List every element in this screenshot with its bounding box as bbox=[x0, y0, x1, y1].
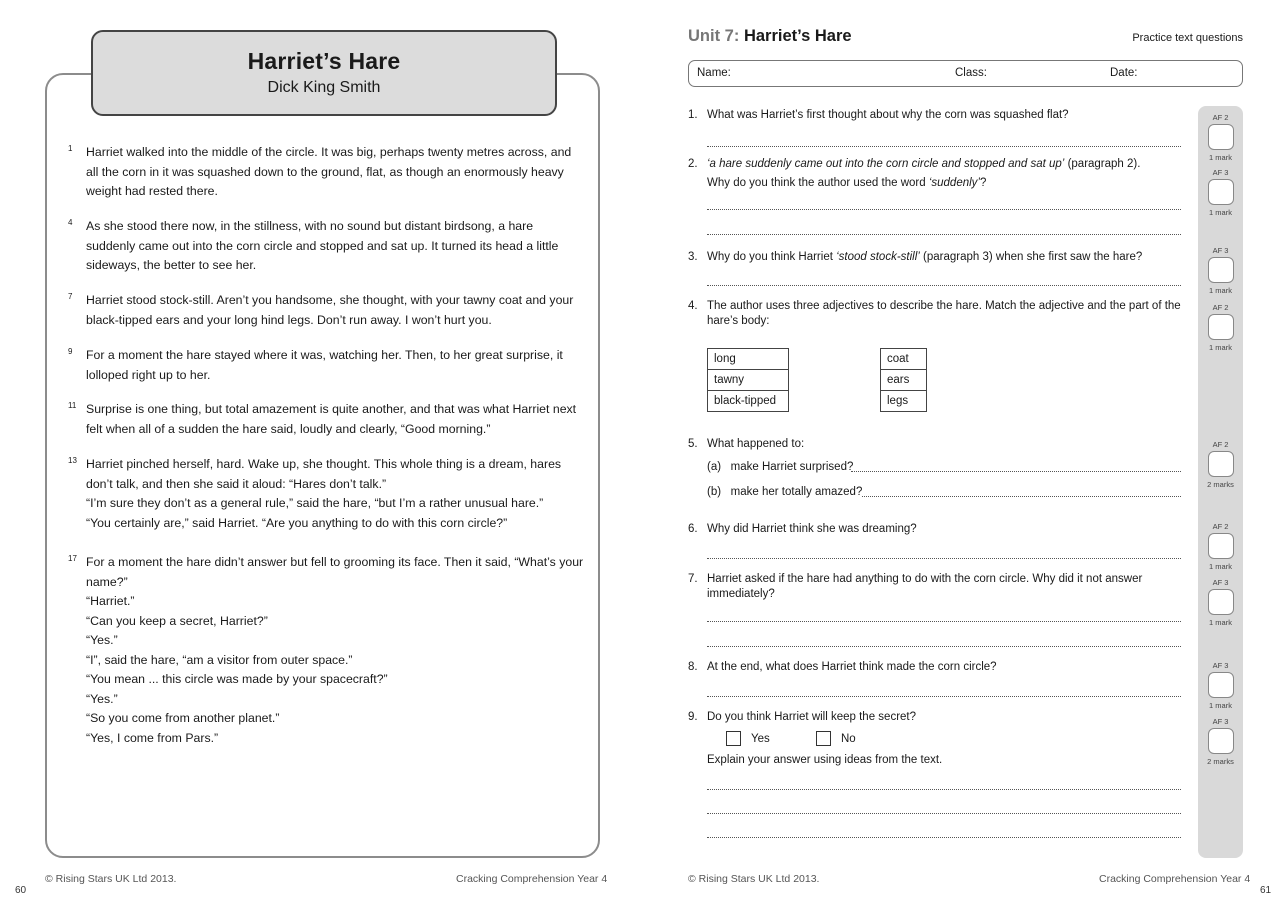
question-number: 6. bbox=[688, 523, 698, 535]
question-text-line: Harriet asked if the hare had anything to do with the corn circle. Why did it not answer bbox=[707, 573, 1143, 585]
question-text-line: hare’s body: bbox=[707, 315, 770, 327]
story-author: Dick King Smith bbox=[267, 79, 381, 96]
paragraph-line: don’t talk, and then she said it aloud: “Hares don’t talk.” bbox=[86, 476, 387, 491]
adjective-table bbox=[707, 348, 789, 412]
paragraph-line-number: 17 bbox=[68, 554, 77, 563]
question-number: 3. bbox=[688, 251, 698, 263]
question-2 bbox=[688, 157, 1188, 191]
answer-line[interactable] bbox=[707, 234, 1181, 235]
af-label: AF 3 bbox=[1212, 578, 1229, 587]
mark-box[interactable] bbox=[1208, 179, 1234, 205]
paragraph-line: sideways, the better to see her. bbox=[86, 258, 257, 272]
practice-label: Practice text questions bbox=[1132, 32, 1243, 44]
paragraph-line-number: 4 bbox=[68, 218, 73, 227]
paragraph-line-number: 11 bbox=[68, 401, 77, 410]
marks-label: 1 mark bbox=[1209, 618, 1232, 627]
story-paragraph bbox=[68, 400, 588, 439]
paragraph-line-number: 1 bbox=[68, 144, 73, 153]
assessment-focus bbox=[1198, 168, 1243, 217]
adjective-cell[interactable]: tawny bbox=[708, 370, 789, 391]
question-text-line: immediately? bbox=[707, 588, 775, 600]
mark-box[interactable] bbox=[1208, 672, 1234, 698]
body-part-table bbox=[880, 348, 927, 412]
paragraph-line: “Yes.” bbox=[86, 633, 118, 647]
adjective-cell[interactable]: black-tipped bbox=[708, 391, 789, 412]
answer-line[interactable] bbox=[707, 837, 1181, 838]
answer-line[interactable] bbox=[707, 285, 1181, 286]
question-text bbox=[707, 157, 1188, 191]
name-field[interactable]: Name: bbox=[697, 67, 731, 79]
paragraph-line: “Yes.” bbox=[86, 691, 118, 706]
question-text: What was Harriet’s first thought about why the corn was squashed flat? bbox=[707, 109, 1069, 121]
marks-label: 2 marks bbox=[1207, 757, 1234, 766]
paragraph-line: black-tipped ears and your long hind legs. Don’t run away. I won’t hurt you. bbox=[86, 312, 492, 327]
answer-line[interactable] bbox=[707, 209, 1181, 210]
assessment-focus bbox=[1198, 717, 1243, 766]
question-text: Why did Harriet think she was dreaming? bbox=[707, 523, 917, 535]
mark-box[interactable] bbox=[1208, 257, 1234, 283]
question-5 bbox=[688, 437, 1188, 452]
story-paragraph bbox=[68, 291, 588, 330]
paragraph-line: weight had rested there. bbox=[86, 184, 218, 198]
mark-box[interactable] bbox=[1208, 728, 1234, 754]
body-part-cell[interactable]: coat bbox=[881, 349, 927, 370]
af-label: AF 3 bbox=[1212, 246, 1229, 255]
student-info-box bbox=[688, 60, 1243, 87]
sub-label: (b) bbox=[707, 486, 722, 498]
question-number: 8. bbox=[688, 661, 698, 673]
story-title-box bbox=[91, 30, 557, 116]
paragraph-line: name?” bbox=[86, 574, 128, 589]
question-number: 2. bbox=[688, 158, 698, 170]
paragraph-line: “Harriet.” bbox=[86, 594, 135, 608]
yes-label: Yes bbox=[751, 733, 770, 745]
assessment-focus bbox=[1198, 661, 1243, 710]
unit-heading bbox=[688, 27, 852, 46]
mark-box[interactable] bbox=[1208, 124, 1234, 150]
footer-copyright-left: © Rising Stars UK Ltd 2013. bbox=[45, 873, 177, 885]
question-text: What happened to: bbox=[707, 438, 805, 450]
story-paragraph bbox=[68, 346, 588, 385]
answer-line[interactable] bbox=[707, 621, 1181, 622]
answer-line[interactable] bbox=[707, 146, 1181, 147]
adjective-cell[interactable]: long bbox=[708, 349, 789, 370]
marks-label: 1 mark bbox=[1209, 153, 1232, 162]
paragraph-line: Harriet stood stock-still. Aren’t you handsome, she thought, with your tawny coat and your bbox=[86, 293, 574, 307]
question-text-pre: Why do you think Harriet bbox=[707, 251, 837, 263]
question-9 bbox=[688, 710, 1188, 725]
question-number: 5. bbox=[688, 438, 698, 450]
mark-box[interactable] bbox=[1208, 451, 1234, 477]
footer-copyright-right: © Rising Stars UK Ltd 2013. bbox=[688, 873, 820, 885]
paragraph-line-number: 13 bbox=[68, 456, 77, 465]
story-title: Harriet’s Hare bbox=[247, 48, 401, 74]
paragraph-line-number: 9 bbox=[68, 347, 73, 356]
story-paragraph bbox=[68, 143, 588, 202]
marks-label: 2 marks bbox=[1207, 480, 1234, 489]
question-number: 7. bbox=[688, 573, 698, 585]
question-number: 9. bbox=[688, 711, 698, 723]
af-label: AF 2 bbox=[1212, 522, 1229, 531]
question-5a bbox=[707, 461, 853, 473]
story-paragraph bbox=[68, 455, 588, 533]
af-label: AF 3 bbox=[1212, 717, 1229, 726]
question-3 bbox=[688, 250, 1188, 265]
marks-label: 1 mark bbox=[1209, 701, 1232, 710]
quoted-text: ‘a hare suddenly came out into the corn circle and stopped and sat up’ bbox=[707, 158, 1065, 170]
paragraph-line: felt when all of a sudden the hare said, loudly and clearly, “Good morning.” bbox=[86, 421, 491, 436]
question-text bbox=[707, 299, 1188, 329]
af-label: AF 3 bbox=[1212, 168, 1229, 177]
af-label: AF 2 bbox=[1212, 113, 1229, 122]
marks-label: 1 mark bbox=[1209, 286, 1232, 295]
date-field[interactable]: Date: bbox=[1110, 67, 1138, 79]
body-part-cell[interactable]: ears bbox=[881, 370, 927, 391]
page-number-right: 61 bbox=[1260, 885, 1272, 896]
mark-box[interactable] bbox=[1208, 314, 1234, 340]
marks-label: 1 mark bbox=[1209, 562, 1232, 571]
paragraph-line: “Yes, I come from Pars.” bbox=[86, 730, 219, 745]
af-label: AF 2 bbox=[1212, 440, 1229, 449]
marks-label: 1 mark bbox=[1209, 343, 1232, 352]
question-text-post: (paragraph 3) when she first saw the hare? bbox=[919, 251, 1143, 263]
question-text: Do you think Harriet will keep the secret? bbox=[707, 711, 917, 723]
paragraph-line: Harriet walked into the middle of the circle. It was big, perhaps twenty metres across, and bbox=[86, 145, 572, 159]
paragraph-line: For a moment the hare stayed where it was, watching her. Then, to her great surprise, it bbox=[86, 348, 563, 362]
question-number: 4. bbox=[688, 300, 698, 312]
paragraph-line: lolloped right up to her. bbox=[86, 367, 211, 382]
footer-book-title-left: Cracking Comprehension Year 4 bbox=[456, 873, 608, 885]
paragraph-line: all the corn in it was squashed down to the ground, flat, as though an enormously heavy bbox=[86, 164, 564, 179]
paragraph-line: “Can you keep a secret, Harriet?” bbox=[86, 613, 268, 628]
question-text-tail: (paragraph 2). bbox=[1064, 158, 1141, 170]
mark-box[interactable] bbox=[1208, 589, 1234, 615]
question-4 bbox=[688, 299, 1188, 329]
answer-line[interactable] bbox=[707, 646, 1181, 647]
question-6 bbox=[688, 522, 1188, 537]
assessment-focus bbox=[1198, 578, 1243, 627]
question-9-explain: Explain your answer using ideas from the text. bbox=[707, 754, 943, 766]
unit-title: Harriet’s Hare bbox=[743, 27, 852, 45]
paragraph-line: suddenly came out into the corn circle and stopped and sat up. It turned its head a little bbox=[86, 238, 559, 253]
af-label: AF 3 bbox=[1212, 661, 1229, 670]
paragraph-line-number: 7 bbox=[68, 292, 73, 301]
paragraph-line: “I’m sure they don’t as a general rule,” said the hare, “but I’m a rather unusual hare.” bbox=[86, 496, 544, 510]
question-number: 1. bbox=[688, 109, 698, 121]
question-text-pre: Why do you think the author used the word bbox=[707, 177, 929, 189]
question-text-line: The author uses three adjectives to describe the hare. Match the adjective and the part of the bbox=[707, 300, 1181, 312]
question-text bbox=[707, 572, 1188, 602]
no-label: No bbox=[841, 733, 856, 745]
paragraph-line: Harriet pinched herself, hard. Wake up, she thought. This whole thing is a dream, hares bbox=[86, 457, 562, 471]
question-1 bbox=[688, 108, 1188, 123]
paragraph-line: Surprise is one thing, but total amazement is quite another, and that was what Harriet next bbox=[86, 402, 577, 416]
answer-line[interactable] bbox=[707, 558, 1181, 559]
class-field[interactable]: Class: bbox=[955, 67, 987, 79]
footer-book-title-right: Cracking Comprehension Year 4 bbox=[1099, 873, 1251, 885]
answer-line[interactable] bbox=[707, 696, 1181, 697]
answer-line[interactable] bbox=[707, 813, 1181, 814]
answer-line[interactable] bbox=[851, 471, 1181, 472]
af-label: AF 2 bbox=[1212, 303, 1229, 312]
story-paragraph bbox=[68, 217, 588, 276]
marks-label: 1 mark bbox=[1209, 208, 1232, 217]
paragraph-line: As she stood there now, in the stillness, with no sound but distant birdsong, a hare bbox=[86, 219, 534, 233]
answer-line[interactable] bbox=[707, 789, 1181, 790]
answer-line[interactable] bbox=[862, 496, 1181, 497]
paragraph-line: “You certainly are,” said Harriet. “Are you anything to do with this corn circle?” bbox=[86, 515, 508, 530]
body-part-cell[interactable]: legs bbox=[881, 391, 927, 412]
quoted-word: ‘suddenly’ bbox=[928, 177, 980, 189]
paragraph-line: “So you come from another planet.” bbox=[86, 711, 280, 725]
page-number-left: 60 bbox=[15, 885, 27, 896]
yes-checkbox[interactable] bbox=[726, 731, 741, 746]
paragraph-line: For a moment the hare didn’t answer but fell to grooming its face. Then it said, “What’s your bbox=[86, 555, 584, 569]
paragraph-line: “I”, said the hare, “am a visitor from outer space.” bbox=[86, 652, 353, 667]
assessment-focus bbox=[1198, 522, 1243, 571]
assessment-focus bbox=[1198, 303, 1243, 352]
assessment-focus bbox=[1198, 246, 1243, 295]
unit-label: Unit 7: bbox=[688, 27, 740, 45]
mark-box[interactable] bbox=[1208, 533, 1234, 559]
question-text-post: ? bbox=[979, 177, 987, 189]
question-text: At the end, what does Harriet think made the corn circle? bbox=[707, 661, 997, 673]
question-7 bbox=[688, 572, 1188, 602]
sub-text: make her totally amazed? bbox=[730, 486, 863, 498]
sub-text: make Harriet surprised? bbox=[730, 461, 854, 473]
story-paragraph bbox=[68, 553, 588, 748]
assessment-focus bbox=[1198, 440, 1243, 489]
question-5b bbox=[707, 486, 862, 498]
sub-label: (a) bbox=[707, 461, 722, 473]
assessment-focus bbox=[1198, 113, 1243, 162]
quoted-text: ‘stood stock-still’ bbox=[836, 251, 920, 263]
question-8 bbox=[688, 660, 1188, 675]
no-checkbox[interactable] bbox=[816, 731, 831, 746]
question-text bbox=[707, 250, 1188, 265]
paragraph-line: “You mean ... this circle was made by your spacecraft?” bbox=[86, 672, 388, 686]
